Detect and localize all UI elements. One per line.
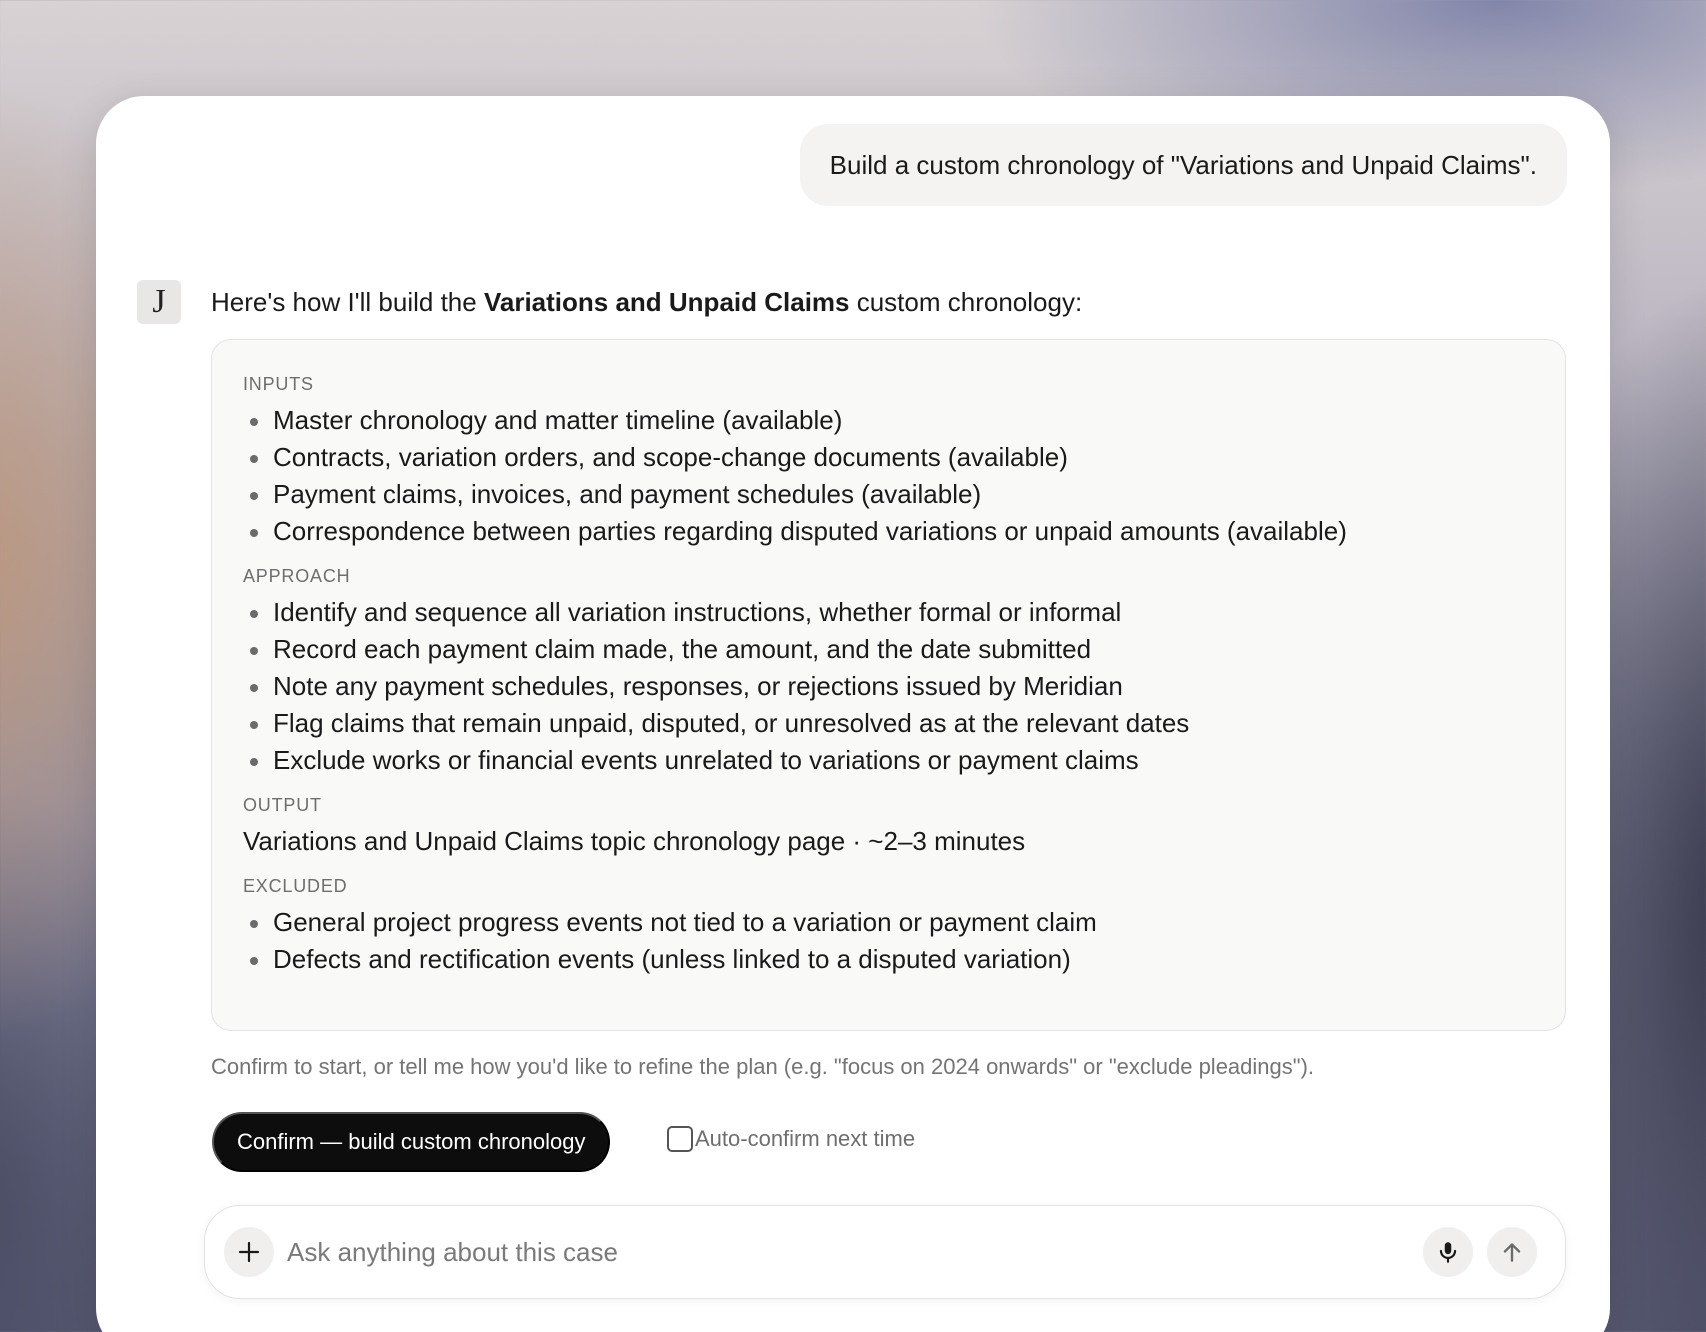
output-section — [243, 793, 1535, 860]
excluded-heading: EXCLUDED — [243, 876, 348, 896]
inputs-heading: INPUTS — [243, 374, 314, 394]
list-item: Record each payment claim made, the amount, and the date submitted — [243, 631, 1535, 668]
list-item: Defects and rectification events (unless linked to a disputed variation) — [243, 941, 1535, 978]
list-item: Note any payment schedules, responses, or rejections issued by Meridian — [243, 668, 1535, 705]
intro-suffix: custom chronology: — [849, 287, 1083, 317]
list-item: Identify and sequence all variation instructions, whether formal or informal — [243, 594, 1535, 631]
send-button[interactable] — [1487, 1227, 1537, 1277]
list-item: Exclude works or financial events unrelated to variations or payment claims — [243, 742, 1535, 779]
list-item: Flag claims that remain unpaid, disputed, or unresolved as at the relevant dates — [243, 705, 1535, 742]
output-heading: OUTPUT — [243, 795, 322, 815]
plan-card — [211, 339, 1566, 1031]
voice-input-button[interactable] — [1423, 1227, 1473, 1277]
list-item: Contracts, variation orders, and scope-change documents (available) — [243, 439, 1535, 476]
add-attachment-button[interactable] — [224, 1227, 274, 1277]
assistant-avatar — [137, 280, 181, 324]
plus-icon — [237, 1240, 261, 1264]
chat-window — [96, 96, 1610, 1332]
intro-topic: Variations and Unpaid Claims — [483, 287, 850, 317]
intro-prefix: Here's how I'll build the — [211, 287, 484, 317]
chat-input[interactable] — [287, 1232, 1407, 1272]
approach-heading: APPROACH — [243, 566, 351, 586]
inputs-section — [243, 372, 1535, 550]
arrow-up-icon — [1499, 1239, 1525, 1265]
confirm-button[interactable] — [212, 1112, 610, 1172]
auto-confirm-toggle[interactable] — [667, 1126, 915, 1152]
approach-section — [243, 564, 1535, 779]
assistant-avatar-letter: J — [152, 283, 166, 320]
list-item: Payment claims, invoices, and payment schedules (available) — [243, 476, 1535, 513]
inputs-list — [243, 402, 1535, 550]
microphone-icon — [1435, 1239, 1461, 1265]
user-message — [800, 124, 1567, 206]
refine-hint: Confirm to start, or tell me how you'd like to refine the plan (e.g. "focus on 2024 onwards" or "exclude pleadings"). — [211, 1054, 1315, 1079]
user-message-text: Build a custom chronology of "Variations and Unpaid Claims". — [829, 149, 1537, 180]
list-item: Correspondence between parties regarding disputed variations or unpaid amounts (available) — [243, 513, 1535, 550]
confirm-button-label: Confirm — build custom chronology — [237, 1129, 586, 1154]
composer — [204, 1205, 1566, 1299]
auto-confirm-checkbox[interactable] — [667, 1126, 693, 1152]
excluded-list — [243, 904, 1535, 978]
output-text: Variations and Unpaid Claims topic chronology page · ~2–3 minutes — [243, 826, 1026, 856]
excluded-section — [243, 874, 1535, 978]
approach-list — [243, 594, 1535, 779]
list-item: General project progress events not tied to a variation or payment claim — [243, 904, 1535, 941]
list-item: Master chronology and matter timeline (available) — [243, 402, 1535, 439]
assistant-intro — [211, 282, 1082, 322]
auto-confirm-label: Auto-confirm next time — [695, 1126, 916, 1151]
